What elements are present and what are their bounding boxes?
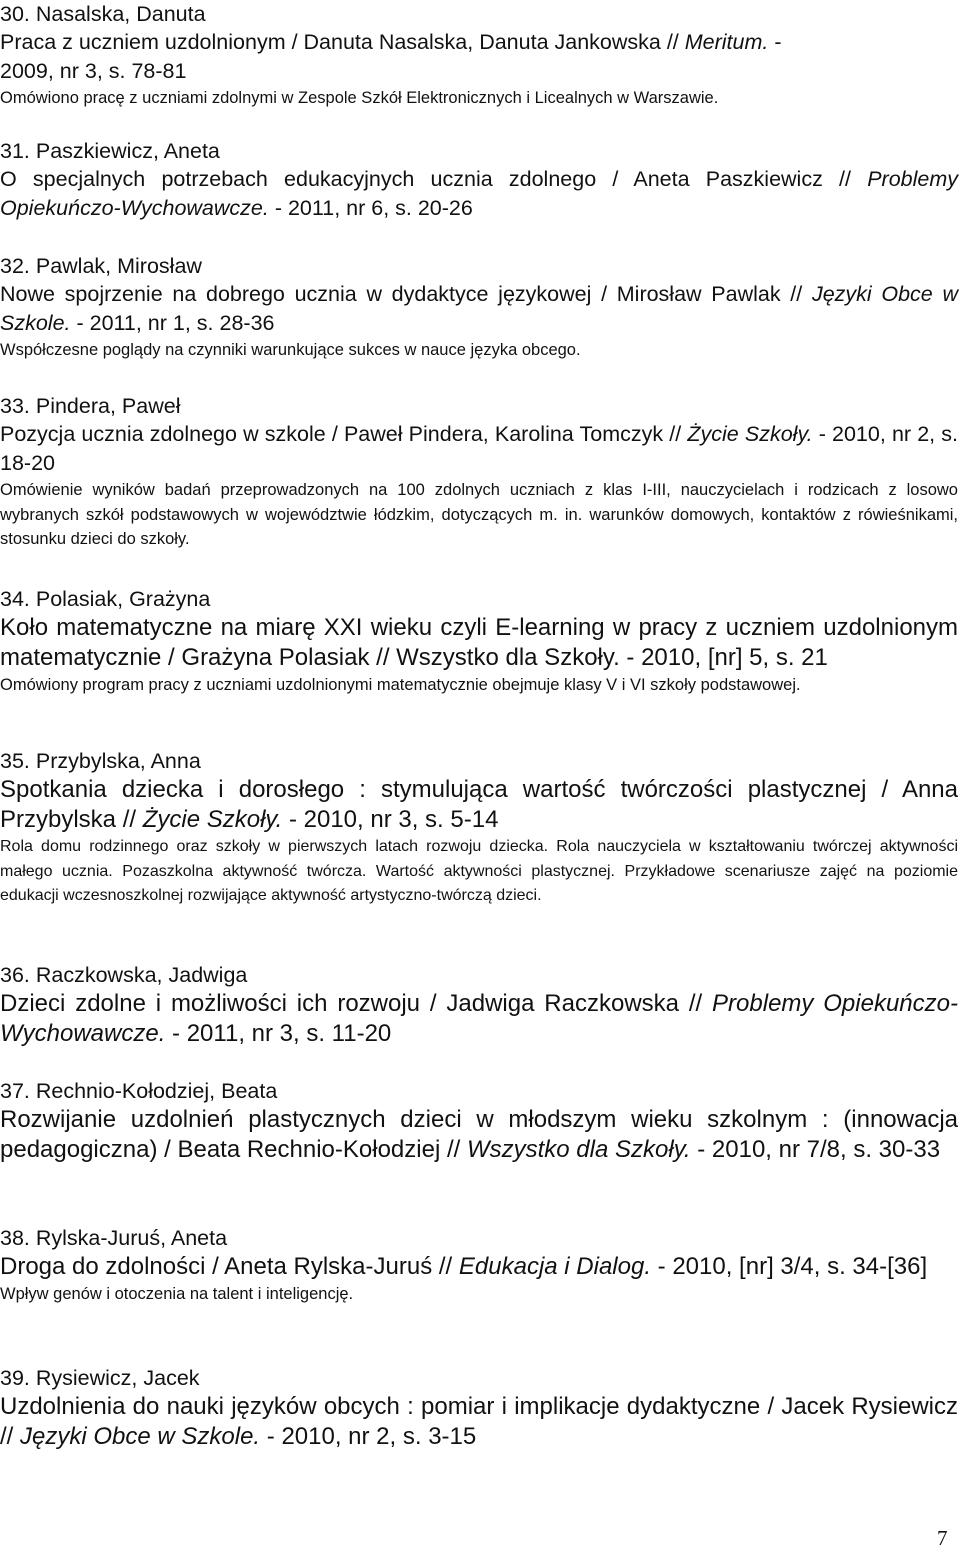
- bibliography-entry-31: [0, 137, 958, 223]
- journal-name: Życie Szkoły.: [687, 422, 813, 446]
- journal-name: Problemy Opiekuńczo-Wychowawcze.: [0, 167, 958, 220]
- entry-title: [0, 165, 958, 223]
- journal-name: Języki Obce w Szkole.: [0, 282, 958, 335]
- page-number: 7: [937, 1526, 948, 1550]
- bibliography-entry-37: [0, 1077, 958, 1165]
- title-text: Pozycja ucznia zdolnego w szkole / Paweł Pindera, Karolina Tomczyk //: [0, 422, 688, 446]
- journal-name: Wszystko dla Szkoły.: [466, 1136, 691, 1163]
- entry-title: [0, 1252, 958, 1282]
- entry-title: [0, 1105, 958, 1165]
- journal-name: Meritum.: [684, 30, 769, 54]
- journal-name: Edukacja i Dialog.: [458, 1253, 651, 1280]
- entry-details: - 2010, nr 2, s. 3-15: [260, 1423, 477, 1450]
- bibliography-entry-36: [0, 961, 958, 1049]
- bibliography-entry-32: [0, 252, 958, 363]
- entry-title: [0, 1392, 958, 1452]
- entry-heading: 31. Paszkiewicz, Aneta: [0, 139, 220, 163]
- bibliography-entry-39: [0, 1364, 958, 1452]
- journal-name: Języki Obce w Szkole.: [20, 1423, 261, 1450]
- entry-title: [0, 989, 958, 1049]
- journal-name: Problemy Opiekuńczo-Wychowawcze.: [0, 990, 958, 1047]
- entry-heading: 30. Nasalska, Danuta: [0, 2, 206, 26]
- entry-title: [0, 280, 958, 338]
- entry-heading: 33. Pindera, Paweł: [0, 394, 181, 418]
- title-text: Spotkania dziecka i dorosłego : stymulująca wartość twórczości plastycznej / Anna Przybylska //: [0, 776, 958, 833]
- entry-details: - 2010, nr 2, s. 18-20: [0, 422, 959, 475]
- title-separator: -: [768, 30, 782, 54]
- entry-heading: 38. Rylska-Juruś, Aneta: [0, 1226, 228, 1250]
- entry-annotation: Wpływ genów i otoczenia na talent i inteligencję.: [0, 1285, 354, 1303]
- title-text: Droga do zdolności / Aneta Rylska-Juruś //: [0, 1253, 459, 1280]
- entry-annotation: Omówienie wyników badań przeprowadzonych na 100 zdolnych uczniach z klas I-III, nauczycielach i rodzicach z losowo wybranych szkół podstawowych w województwie łódzkim, dotyczących m. in. warunków domowych, kontaktów z rówieśnikami, stosunku dzieci do szkoły.: [0, 481, 958, 549]
- entry-details: - 2011, nr 3, s. 11-20: [165, 1020, 392, 1047]
- entry-title: [0, 420, 958, 478]
- entry-heading: 35. Przybylska, Anna: [0, 749, 201, 773]
- entry-details: - 2010, [nr] 3/4, s. 34-[36]: [651, 1253, 928, 1280]
- entry-details: - 2011, nr 6, s. 20-26: [268, 196, 473, 220]
- bibliography-entry-34: [0, 585, 958, 698]
- bibliography-entry-33: [0, 392, 958, 552]
- bibliography-entry-30: [0, 0, 958, 111]
- title-text: Dzieci zdolne i możliwości ich rozwoju / Jadwiga Raczkowska //: [0, 990, 713, 1017]
- title-text: Rozwijanie uzdolnień plastycznych dzieci w młodszym wieku szkolnym : (innowacja pedagogiczna) / Beata Rechnio-Kołodziej //: [0, 1106, 958, 1163]
- entry-title: Koło matematyczne na miarę XXI wieku czyli E-learning w pracy z uczniem uzdolnionym matematycznie / Grażyna Polasiak // Wszystko dla Szkoły. - 2010, [nr] 5, s. 21: [0, 614, 958, 671]
- entry-annotation: Współczesne poglądy na czynniki warunkujące sukces w nauce języka obcego.: [0, 341, 581, 359]
- entry-heading: 37. Rechnio-Kołodziej, Beata: [0, 1079, 278, 1103]
- entry-details: - 2011, nr 1, s. 28-36: [70, 311, 275, 335]
- entry-details: 2009, nr 3, s. 78-81: [0, 59, 187, 83]
- title-text: Nowe spojrzenie na dobrego ucznia w dydaktyce językowej / Mirosław Pawlak //: [0, 282, 812, 306]
- journal-name: Życie Szkoły.: [142, 806, 283, 833]
- title-text: Praca z uczniem uzdolnionym / Danuta Nasalska, Danuta Jankowska //: [0, 30, 685, 54]
- entry-heading: 34. Polasiak, Grażyna: [0, 587, 211, 611]
- entry-details: - 2010, nr 3, s. 5-14: [282, 806, 499, 833]
- bibliography-entry-35: [0, 747, 958, 909]
- entry-details: - 2010, nr 7/8, s. 30-33: [690, 1136, 941, 1163]
- entry-annotation: Rola domu rodzinnego oraz szkoły w pierwszych latach rozwoju dziecka. Rola nauczyciela w kształtowaniu twórczej aktywności małego ucznia. Pozaszkolna aktywność twórcza. Wartość aktywności plastycznej. Przykładowe scenariusze zajęć na poziomie edukacji wczesnoszkolnej rozwijające aktywność artystyczno-twórczą dzieci.: [0, 838, 958, 905]
- entry-annotation: Omówiony program pracy z uczniami uzdolnionymi matematycznie obejmuje klasy V i VI szkoły podstawowej.: [0, 676, 801, 694]
- entry-heading: 39. Rysiewicz, Jacek: [0, 1366, 200, 1390]
- entry-title: [0, 28, 958, 57]
- entry-title: [0, 775, 958, 835]
- entry-annotation: Omówiono pracę z uczniami zdolnymi w Zespole Szkół Elektronicznych i Licealnych w Warszawie.: [0, 89, 719, 107]
- title-text: O specjalnych potrzebach edukacyjnych ucznia zdolnego / Aneta Paszkiewicz //: [0, 167, 868, 191]
- bibliography-entry-38: [0, 1224, 958, 1307]
- title-text: Uzdolnienia do nauki języków obcych : pomiar i implikacje dydaktyczne / Jacek Rysiewicz //: [0, 1393, 958, 1450]
- entry-heading: 36. Raczkowska, Jadwiga: [0, 963, 248, 987]
- entry-heading: 32. Pawlak, Mirosław: [0, 254, 202, 278]
